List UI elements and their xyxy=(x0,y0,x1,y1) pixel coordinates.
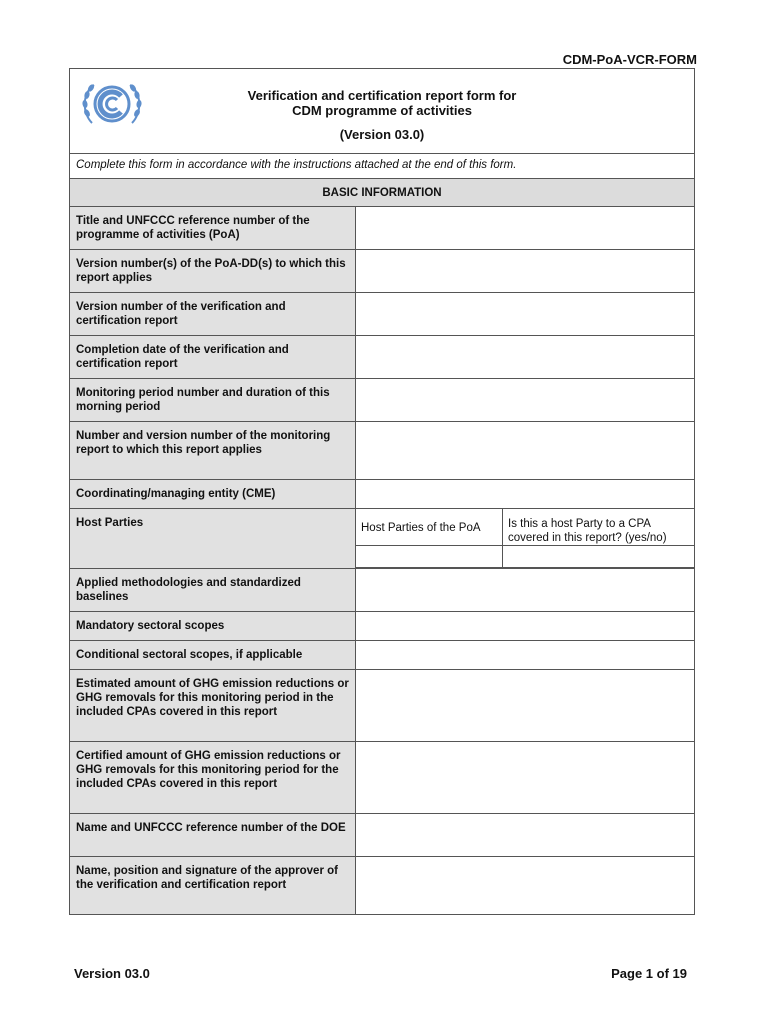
row-label: Estimated amount of GHG emission reductions or GHG removals for this monitoring period in the included CPAs covered in this report xyxy=(70,670,356,742)
host-parties-label: Host Parties xyxy=(70,509,356,569)
title-line-2: CDM programme of activities xyxy=(292,103,472,118)
form-header xyxy=(70,69,695,154)
approver-field[interactable] xyxy=(356,857,695,915)
row-label: Coordinating/managing entity (CME) xyxy=(70,480,356,509)
estimated-ghg-field[interactable] xyxy=(356,670,695,742)
methodologies-field[interactable] xyxy=(356,569,695,612)
row-label: Version number of the verification and certification report xyxy=(70,293,356,336)
conditional-scopes-field[interactable] xyxy=(356,641,695,670)
section-title: BASIC INFORMATION xyxy=(70,179,695,207)
mandatory-scopes-field[interactable] xyxy=(356,612,695,641)
verification-form-table xyxy=(69,68,695,915)
form-instructions: Complete this form in accordance with the instructions attached at the end of this form. xyxy=(70,154,695,179)
row-label: Name, position and signature of the approver of the verification and certification report xyxy=(70,857,356,915)
certified-ghg-field[interactable] xyxy=(356,742,695,814)
monitoring-period-field[interactable] xyxy=(356,379,695,422)
un-climate-logo-icon xyxy=(80,77,144,131)
row-label: Completion date of the verification and certification report xyxy=(70,336,356,379)
footer-version: Version 03.0 xyxy=(74,966,150,981)
row-label: Title and UNFCCC reference number of the programme of activities (PoA) xyxy=(70,207,356,250)
doe-field[interactable] xyxy=(356,814,695,857)
row-label: Applied methodologies and standardized baselines xyxy=(70,569,356,612)
host-parties-col-header: Host Parties of the PoA xyxy=(356,509,503,546)
title-line-1: Verification and certification report form for xyxy=(247,88,517,103)
row-label: Name and UNFCCC reference number of the DOE xyxy=(70,814,356,857)
footer-page-number: Page 1 of 19 xyxy=(611,966,687,981)
poa-title-field[interactable] xyxy=(356,207,695,250)
row-label: Version number(s) of the PoA-DD(s) to which this report applies xyxy=(70,250,356,293)
form-code: CDM-PoA-VCR-FORM xyxy=(562,52,697,67)
poa-dd-version-field[interactable] xyxy=(356,250,695,293)
report-version-field[interactable] xyxy=(356,293,695,336)
host-party-cpa-col-header: Is this a host Party to a CPA covered in this report? (yes/no) xyxy=(503,509,695,546)
title-version: (Version 03.0) xyxy=(339,127,425,142)
monitoring-report-field[interactable] xyxy=(356,422,695,480)
completion-date-field[interactable] xyxy=(356,336,695,379)
row-label: Monitoring period number and duration of this morning period xyxy=(70,379,356,422)
host-party-cpa-input[interactable] xyxy=(503,546,695,568)
form-title xyxy=(70,69,694,142)
row-label: Number and version number of the monitoring report to which this report applies xyxy=(70,422,356,480)
row-label: Conditional sectoral scopes, if applicable xyxy=(70,641,356,670)
host-party-input[interactable] xyxy=(356,546,503,568)
row-label: Certified amount of GHG emission reductions or GHG removals for this monitoring period for the included CPAs covered in this report xyxy=(70,742,356,814)
row-label: Mandatory sectoral scopes xyxy=(70,612,356,641)
cme-field[interactable] xyxy=(356,480,695,509)
